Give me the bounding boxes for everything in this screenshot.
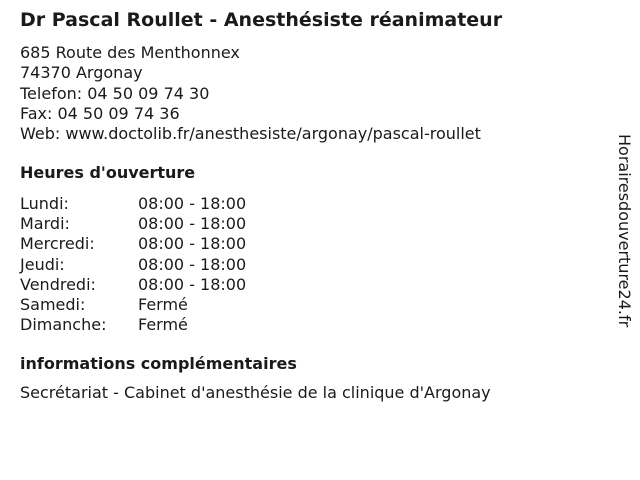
additional-info-heading: informations complémentaires <box>20 354 297 373</box>
day-label: Jeudi: <box>20 254 65 274</box>
phone-number: Telefon: 04 50 09 74 30 <box>20 83 210 103</box>
time-value: Fermé <box>138 315 188 335</box>
contact-block <box>20 43 481 144</box>
day-label: Lundi: <box>20 194 69 213</box>
time-value: 08:00 - 18:00 <box>138 214 247 234</box>
additional-info-text: Secrétariat - Cabinet d'anesthésie de la clinique d'Argonay <box>20 383 491 402</box>
day-label: Mercredi: <box>20 234 95 254</box>
opening-hours-heading: Heures d'ouverture <box>20 163 196 182</box>
address-city: 74370 Argonay <box>20 63 143 83</box>
time-value: 08:00 - 18:00 <box>138 194 247 213</box>
time-value: 08:00 - 18:00 <box>138 274 247 294</box>
website-link: Web: www.doctolib.fr/anesthesiste/argonay/pascal-roullet <box>20 124 481 144</box>
day-label: Mardi: <box>20 214 70 234</box>
brand-watermark: Horairesdouverture24.fr <box>615 134 634 328</box>
day-label: Vendredi: <box>20 274 96 294</box>
fax-number: Fax: 04 50 09 74 36 <box>20 103 180 123</box>
time-value: 08:00 - 18:00 <box>138 254 247 274</box>
day-label: Dimanche: <box>20 315 107 335</box>
address-street: 685 Route des Menthonnex <box>20 43 240 62</box>
day-label: Samedi: <box>20 294 86 314</box>
page-title: Dr Pascal Roullet - Anesthésiste réanimateur <box>20 9 503 31</box>
time-value: 08:00 - 18:00 <box>138 234 247 254</box>
time-value: Fermé <box>138 294 188 314</box>
